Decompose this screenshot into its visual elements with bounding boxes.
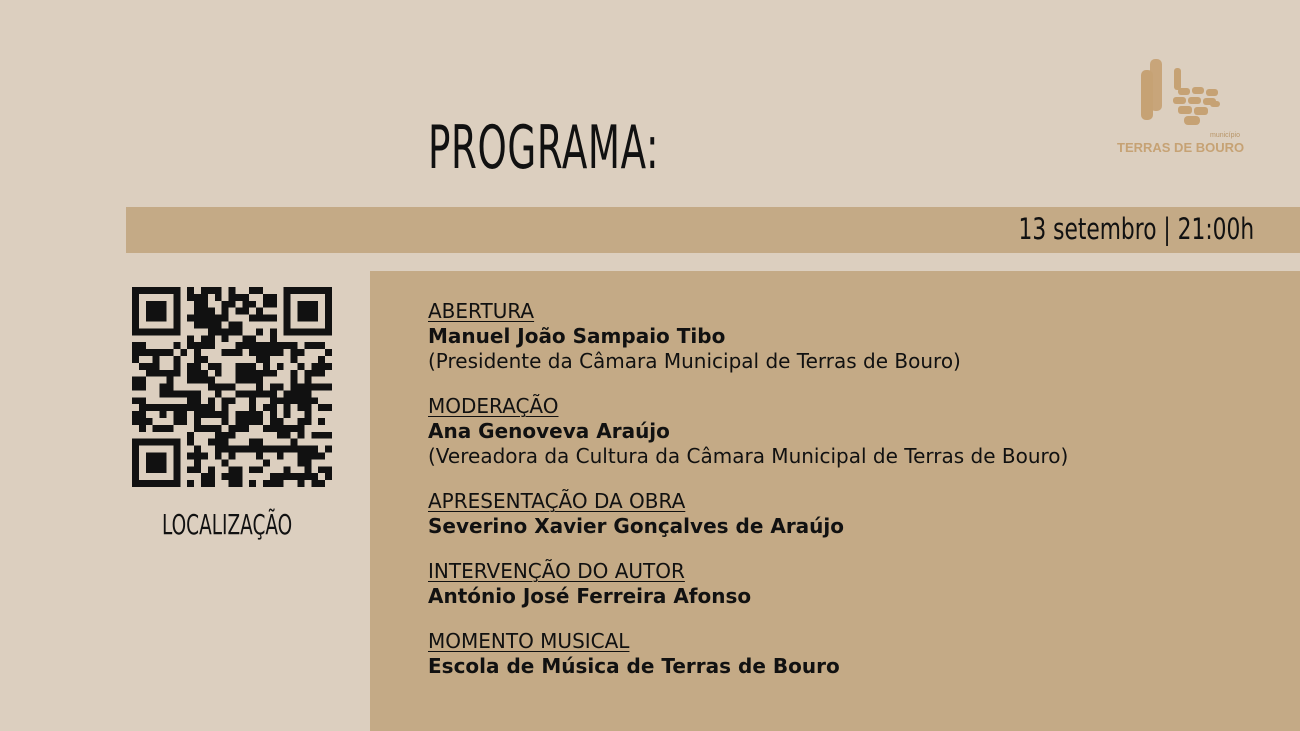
item-person: Manuel João Sampaio Tibo (428, 324, 726, 348)
qr-location-label: LOCALIZAÇÃO (162, 508, 293, 541)
item-role: (Vereadora da Cultura da Câmara Municipal de Terras de Bouro) (428, 444, 1069, 468)
item-heading: ABERTURA (428, 299, 535, 323)
item-heading: MOMENTO MUSICAL (428, 629, 630, 653)
date-band (126, 207, 1300, 253)
item-heading: INTERVENÇÃO DO AUTOR (428, 559, 685, 583)
qr-code-icon[interactable] (132, 287, 332, 487)
program-panel (370, 271, 1300, 731)
logo-small-text: município (1210, 132, 1240, 139)
item-heading: APRESENTAÇÃO DA OBRA (428, 489, 686, 513)
item-person: Escola de Música de Terras de Bouro (428, 654, 840, 678)
program-item-musical (428, 629, 1068, 679)
item-role: (Presidente da Câmara Municipal de Terras de Bouro) (428, 349, 961, 373)
item-heading: MODERAÇÃO (428, 394, 559, 418)
municipal-logo-icon (1112, 56, 1252, 136)
logo-name: TERRAS DE BOURO (1117, 140, 1245, 155)
program-item-abertura (428, 299, 1068, 374)
event-date-time: 13 setembro | 21:00h (1018, 212, 1254, 246)
program-list (428, 299, 1068, 699)
municipality-logo (1112, 56, 1252, 156)
item-person: Ana Genoveva Araújo (428, 419, 670, 443)
item-person: António José Ferreira Afonso (428, 584, 752, 608)
program-item-moderacao (428, 394, 1068, 469)
item-person: Severino Xavier Gonçalves de Araújo (428, 514, 845, 538)
page-title: PROGRAMA: (428, 113, 660, 183)
program-item-intervencao (428, 559, 1068, 609)
program-item-apresentacao (428, 489, 1068, 539)
